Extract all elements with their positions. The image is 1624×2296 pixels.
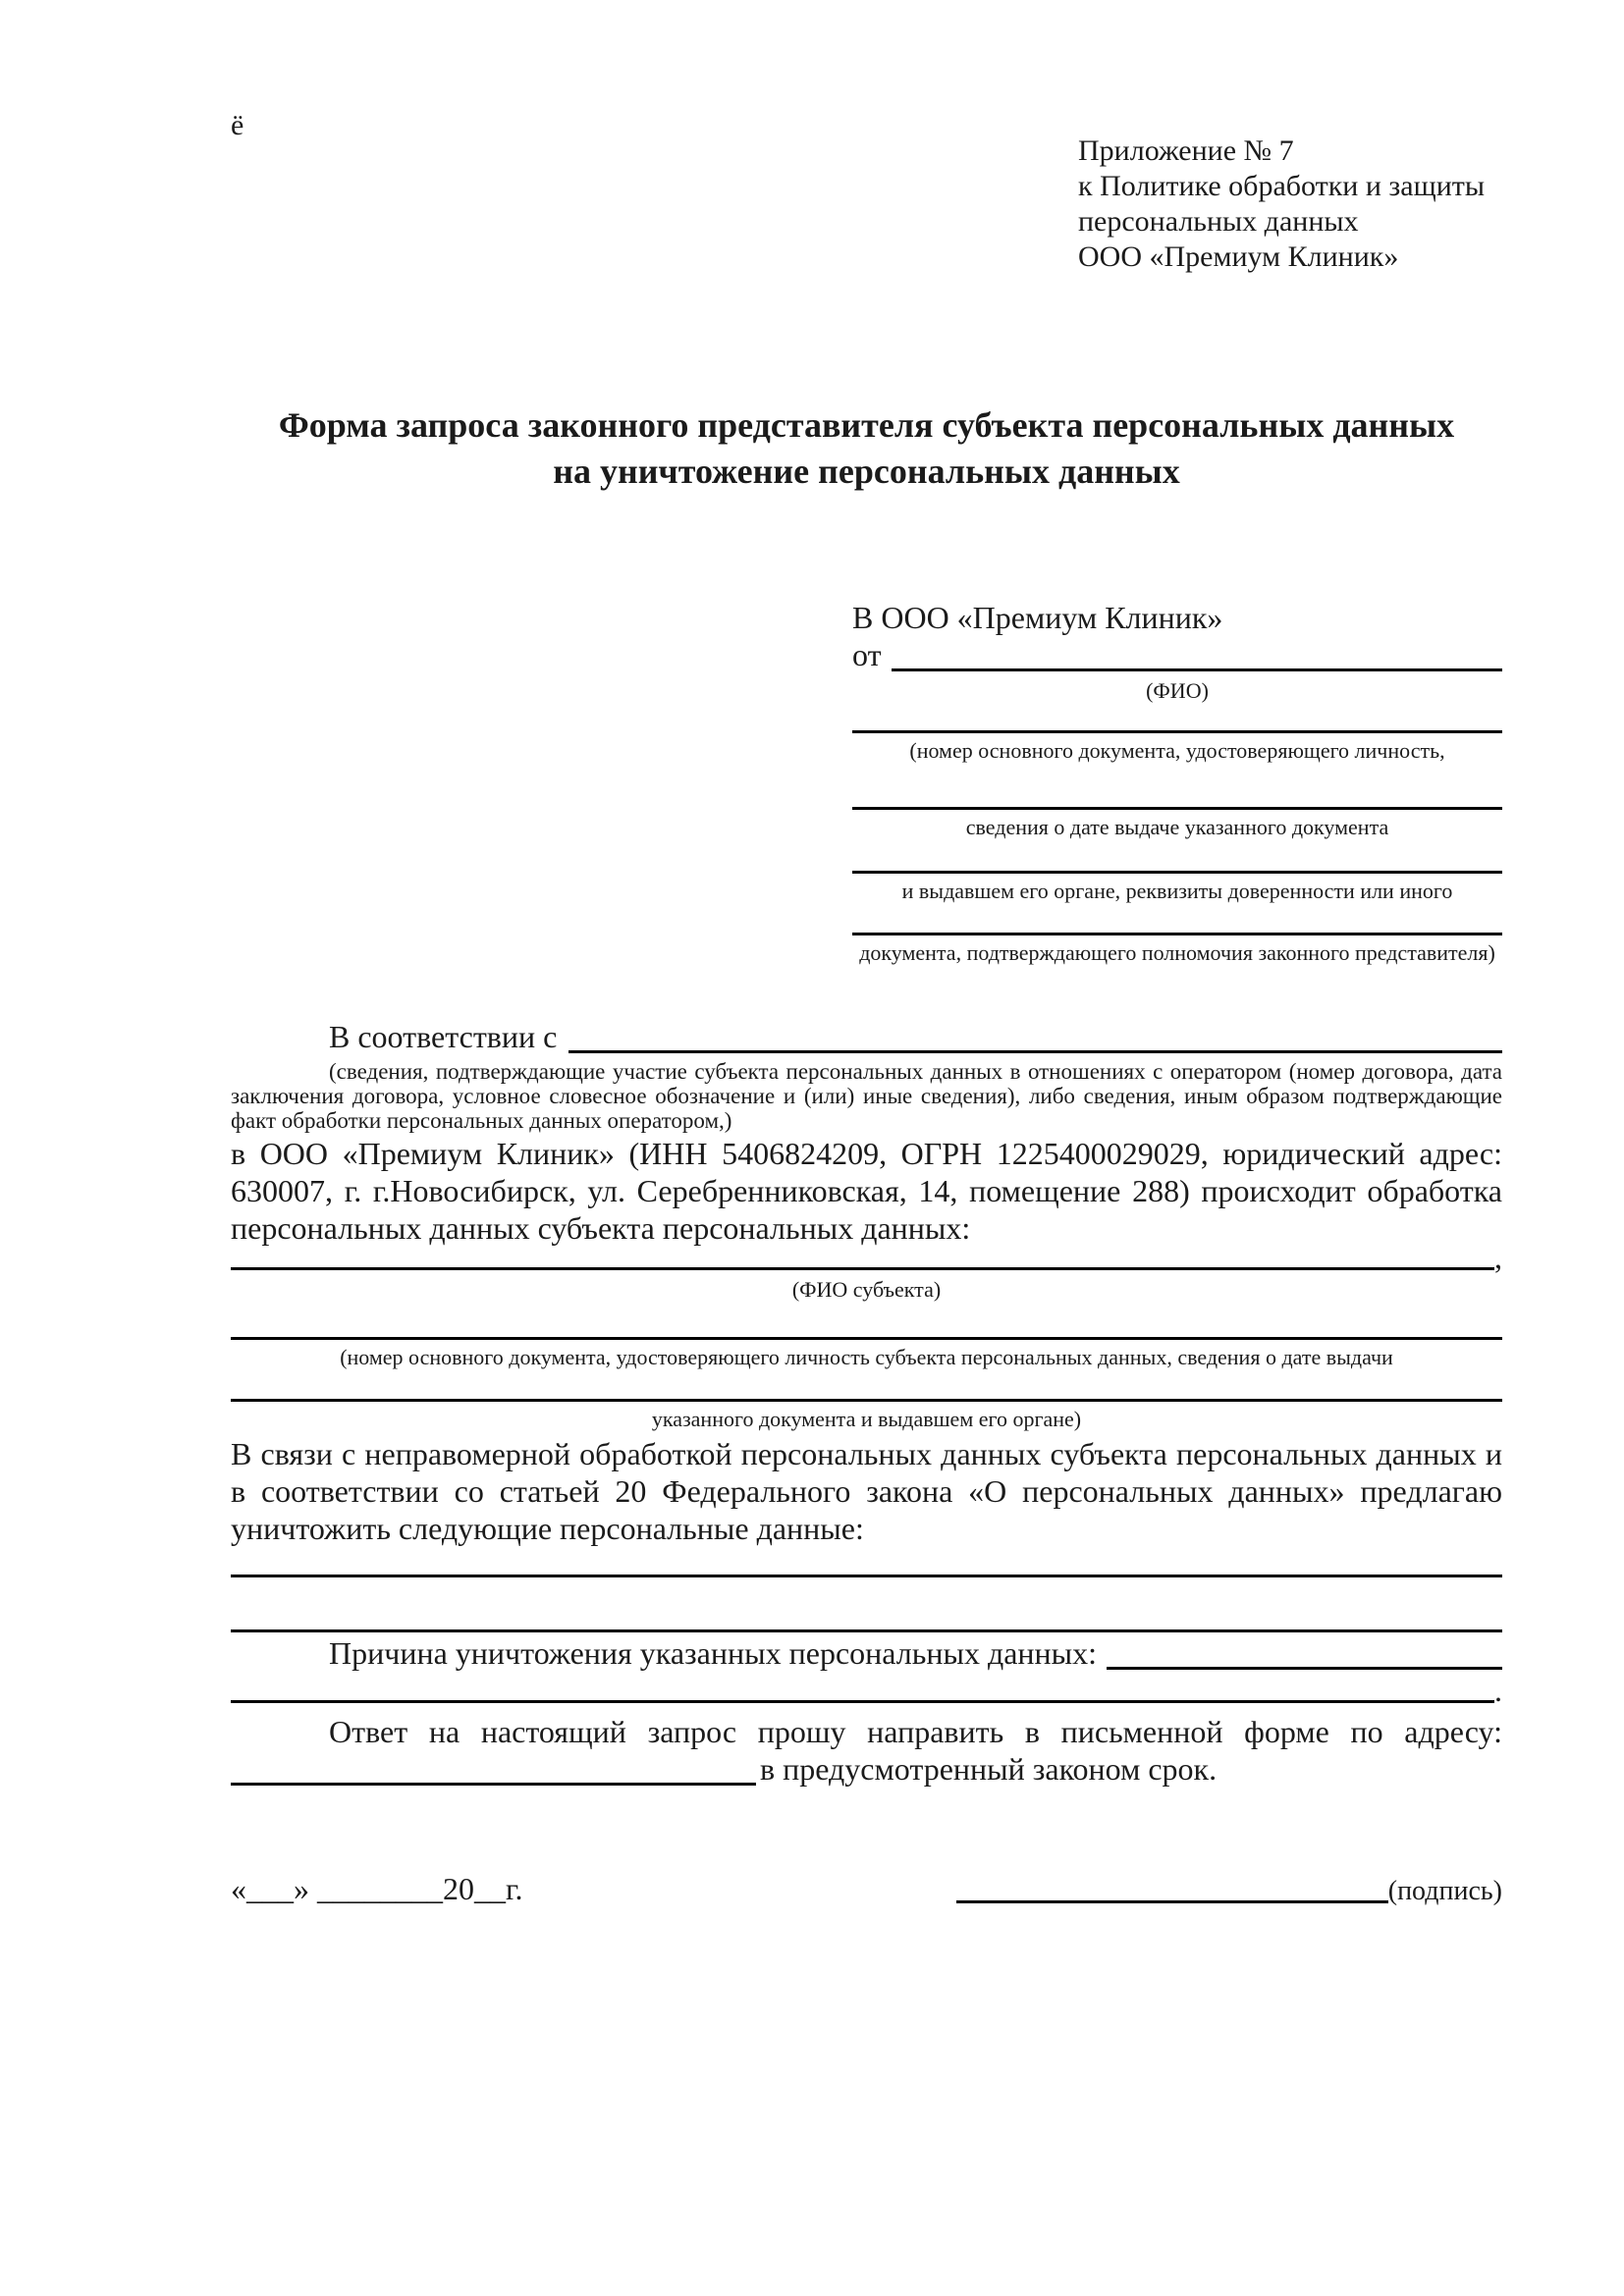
from-label: от [852, 637, 882, 672]
form-title-line-1: Форма запроса законного представителя субъекта персональных данных [278, 405, 1455, 445]
reason-continuation-blank-line [231, 1700, 1494, 1703]
subject-doc-blank-line-2 [231, 1399, 1502, 1402]
representative-doc-blank-line-3 [852, 871, 1502, 874]
reason-blank-line [1107, 1667, 1502, 1670]
signature-caption: (подпись) [1387, 1876, 1502, 1906]
reason-field-row [231, 1636, 1502, 1672]
signature-row [231, 1870, 1502, 1907]
subject-doc-caption-1: (номер основного документа, удостоверяющего личность субъекта персональных данных, сведения о дате выдачи [340, 1345, 1393, 1369]
appendix-block [1078, 108, 1502, 275]
representative-doc-blank-line-2 [852, 807, 1502, 810]
subject-doc-caption-2: указанного документа и выдавшем его органе) [651, 1407, 1082, 1431]
date-line: «___» ________20__г. [231, 1871, 523, 1906]
data-blank-line-1 [231, 1575, 1502, 1577]
addressee-block [852, 599, 1502, 965]
representative-doc-caption-1: (номер основного документа, удостоверяющего личность, [909, 738, 1445, 763]
subject-fio-caption: (ФИО субъекта) [791, 1277, 942, 1302]
accordance-note: (сведения, подтверждающие участие субъекта персональных данных в отношениях с оператором (номер договора, дата заключения договора, условное словесное обозначение и (или) иные сведения), либо сведения, иным образом подтверждающие факт обработки персональных данных оператором,) [231, 1059, 1502, 1133]
accordance-blank-line [568, 1050, 1502, 1053]
appendix-line-1: Приложение № 7 [1078, 134, 1294, 167]
from-blank-line [892, 668, 1502, 671]
reply-tail-text: в предусмотренный законом срок. [760, 1751, 1218, 1787]
stray-char: ё [231, 109, 244, 141]
accordance-field-row [231, 1018, 1502, 1055]
reply-address-row [231, 1750, 1502, 1788]
reply-address-blank-line [231, 1783, 756, 1786]
from-field-row [852, 636, 1502, 673]
appendix-line-2: к Политике обработки и защиты [1078, 170, 1486, 202]
addressee-to: В ООО «Премиум Клиник» [852, 600, 1223, 635]
reason-continuation-row [231, 1673, 1502, 1708]
demand-paragraph: В связи с неправомерной обработкой персональных данных субъекта персональных данных и в соответствии со статьей 20 Федерального закона «О персональных данных» предлагаю уничтожить следующие персональные данные: [231, 1436, 1502, 1546]
representative-doc-blank-line-4 [852, 933, 1502, 935]
accordance-label: В соответствии с [329, 1019, 558, 1054]
reason-trailing-period: . [1494, 1673, 1502, 1708]
form-title-line-2: на уничтожение персональных данных [553, 452, 1180, 491]
representative-doc-caption-4: документа, подтверждающего полномочия законного представителя) [859, 940, 1495, 965]
signature-blank-line [956, 1900, 1388, 1903]
subject-doc-blank-line-1 [231, 1337, 1502, 1340]
representative-doc-caption-3: и выдавшем его органе, реквизиты доверенности или иного [901, 879, 1453, 903]
reason-label: Причина уничтожения указанных персональных данных: [329, 1635, 1098, 1671]
representative-doc-caption-2: сведения о дате выдаче указанного документа [965, 815, 1389, 839]
representative-doc-blank-line-1 [852, 730, 1502, 733]
operator-paragraph: в ООО «Премиум Клиник» (ИНН 5406824209, ОГРН 1225400029029, юридический адрес: 630007, г. г.Новосибирск, ул. Серебренниковская, 14, помещение 288) происходит обработка персональных данных субъекта персональных данных: [231, 1136, 1502, 1246]
subject-fio-blank-line [231, 1267, 1494, 1270]
appendix-line-3: персональных данных [1078, 205, 1359, 238]
reply-paragraph: Ответ на настоящий запрос прошу направить в письменной форме по адресу: [329, 1714, 1502, 1749]
form-title [231, 402, 1502, 495]
subject-fio-trailing-comma: , [1494, 1240, 1502, 1275]
appendix-line-4: ООО «Премиум Клиник» [1078, 240, 1399, 273]
subject-fio-line-row [231, 1240, 1502, 1275]
top-row [231, 108, 1502, 275]
data-blank-line-2 [231, 1629, 1502, 1632]
fio-caption: (ФИО) [1146, 678, 1209, 703]
signature-group [956, 1876, 1502, 1907]
